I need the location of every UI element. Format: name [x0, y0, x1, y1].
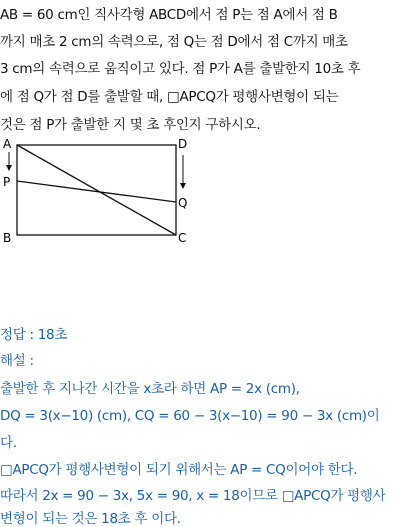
- label-d: D: [178, 137, 188, 151]
- label-a: A: [3, 137, 12, 151]
- explanation-label: 해설 :: [0, 353, 34, 369]
- segment-pq: [17, 181, 176, 202]
- solution-line-5: 따라서 2x = 90 − 3x, 5x = 90, x = 18이므로 □APCQ가 평행사: [0, 488, 386, 504]
- problem-line-5: 것은 점 P가 출발한 지 몇 초 후인지 구하시오.: [0, 117, 261, 133]
- problem-line-3: 3 cm의 속력으로 움직이고 있다. 점 P가 A를 출발한지 10초 후: [0, 61, 361, 77]
- solution-line-2: DQ = 3(x−10) (cm), CQ = 60 − 3(x−10) = 90 − 3x (cm)이: [0, 408, 380, 424]
- answer-line: [0, 323, 67, 343]
- arrow-head-right-icon: [180, 183, 186, 189]
- answer-value: 18초: [37, 327, 68, 343]
- solution-line-6: 변형이 되는 것은 18초 후 이다.: [0, 511, 181, 527]
- segment-ac: [17, 145, 176, 235]
- label-b: B: [3, 231, 12, 245]
- label-c: C: [178, 231, 187, 245]
- solution-line-1: 출발한 후 지나간 시간을 x초라 하면 AP = 2x (cm),: [0, 381, 300, 397]
- rectangle-figure: [0, 135, 400, 250]
- answer-label: 정답 :: [0, 327, 34, 343]
- label-p: P: [3, 175, 11, 189]
- label-q: Q: [178, 196, 188, 210]
- problem-line-2: 까지 매초 2 cm의 속력으로, 점 Q는 점 D에서 점 C까지 매초: [0, 34, 348, 50]
- solution-line-3: 다.: [0, 435, 17, 451]
- arrow-head-left-icon: [6, 165, 12, 171]
- solution-line-4: □APCQ가 평행사변형이 되기 위해서는 AP = CQ이어야 한다.: [0, 462, 358, 478]
- problem-line-1: AB = 60 cm인 직사각형 ABCD에서 점 P는 점 A에서 점 B: [0, 7, 338, 23]
- problem-line-4: 에 점 Q가 점 D를 출발할 때, □APCQ가 평행사변형이 되는: [0, 89, 339, 105]
